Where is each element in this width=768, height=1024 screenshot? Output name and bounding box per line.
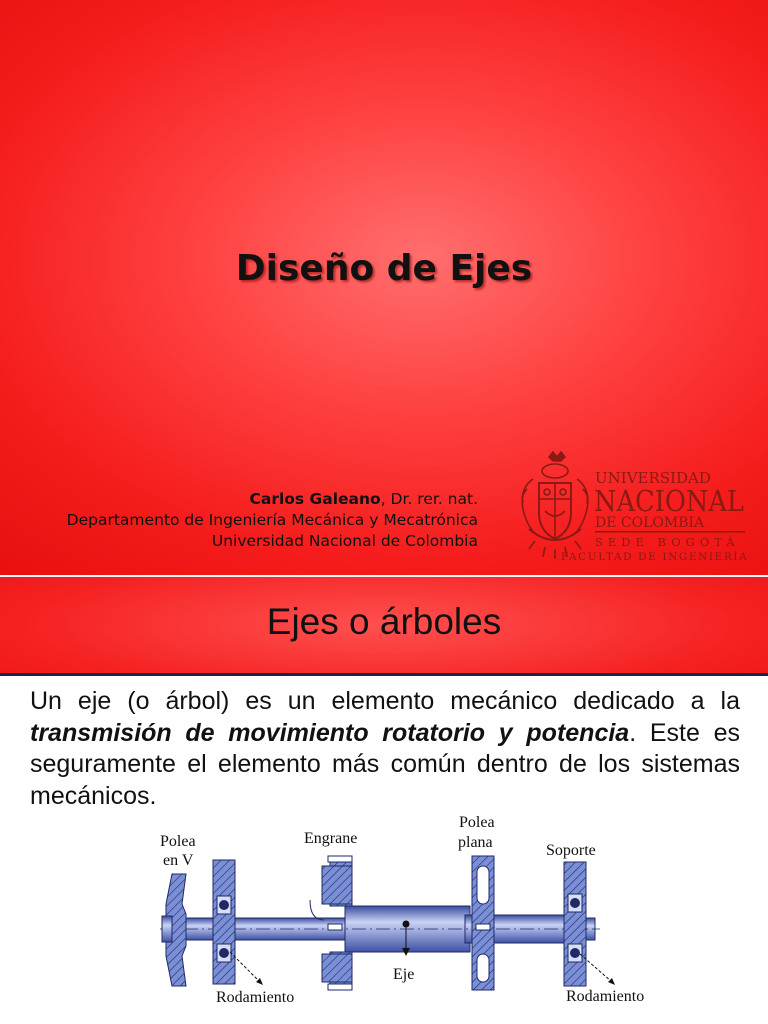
definition-paragraph [30,686,740,812]
header-underline [0,673,768,676]
author-credits [67,489,478,552]
label-polea-v-1: Polea [160,833,196,850]
left-bearing [213,860,235,984]
logo-line3: DE COLOMBIA [595,515,705,531]
coat-of-arms-icon [522,452,588,559]
logo-line4: SEDE BOGOTÁ [595,535,740,549]
label-eje: Eje [393,966,415,983]
logo-line2: NACIONAL [594,484,744,518]
v-pulley [162,874,186,986]
logo-line1: UNIVERSIDAD [595,469,711,487]
right-bearing [564,862,586,986]
author-name: Carlos Galeano [249,490,381,508]
label-rodamiento-left: Rodamiento [216,989,295,1006]
label-soporte: Soporte [546,842,596,859]
paragraph-emphasis: transmisión de movimiento rotatorio y potencia [30,718,630,747]
department-name: Departamento de Ingeniería Mecánica y Mecatrónica [66,511,478,529]
label-polea-v-2: en V [163,852,194,869]
shaft-assembly-diagram [150,812,670,1020]
logo-line5: FACULTAD DE INGENIERÍA [561,551,749,563]
slide2-title: Ejes o árboles [266,601,502,642]
label-engrane: Engrane [304,830,358,847]
slide-title: Diseño de Ejes [235,248,533,289]
university-logo [515,449,755,564]
label-polea-plana-2: plana [458,834,493,851]
university-name: Universidad Nacional de Colombia [211,532,478,550]
author-degree: , Dr. rer. nat. [380,490,478,508]
paragraph-text-1: Un eje (o árbol) es un elemento mecánico dedicado a la [30,687,740,715]
paragraph-text-2: . Este es seguramente el elemento más común dentro de los sistemas mecánicos. [30,718,740,810]
flat-pulley [472,856,494,990]
label-polea-plana-1: Polea [459,814,495,831]
label-rodamiento-right: Rodamiento [566,988,645,1005]
